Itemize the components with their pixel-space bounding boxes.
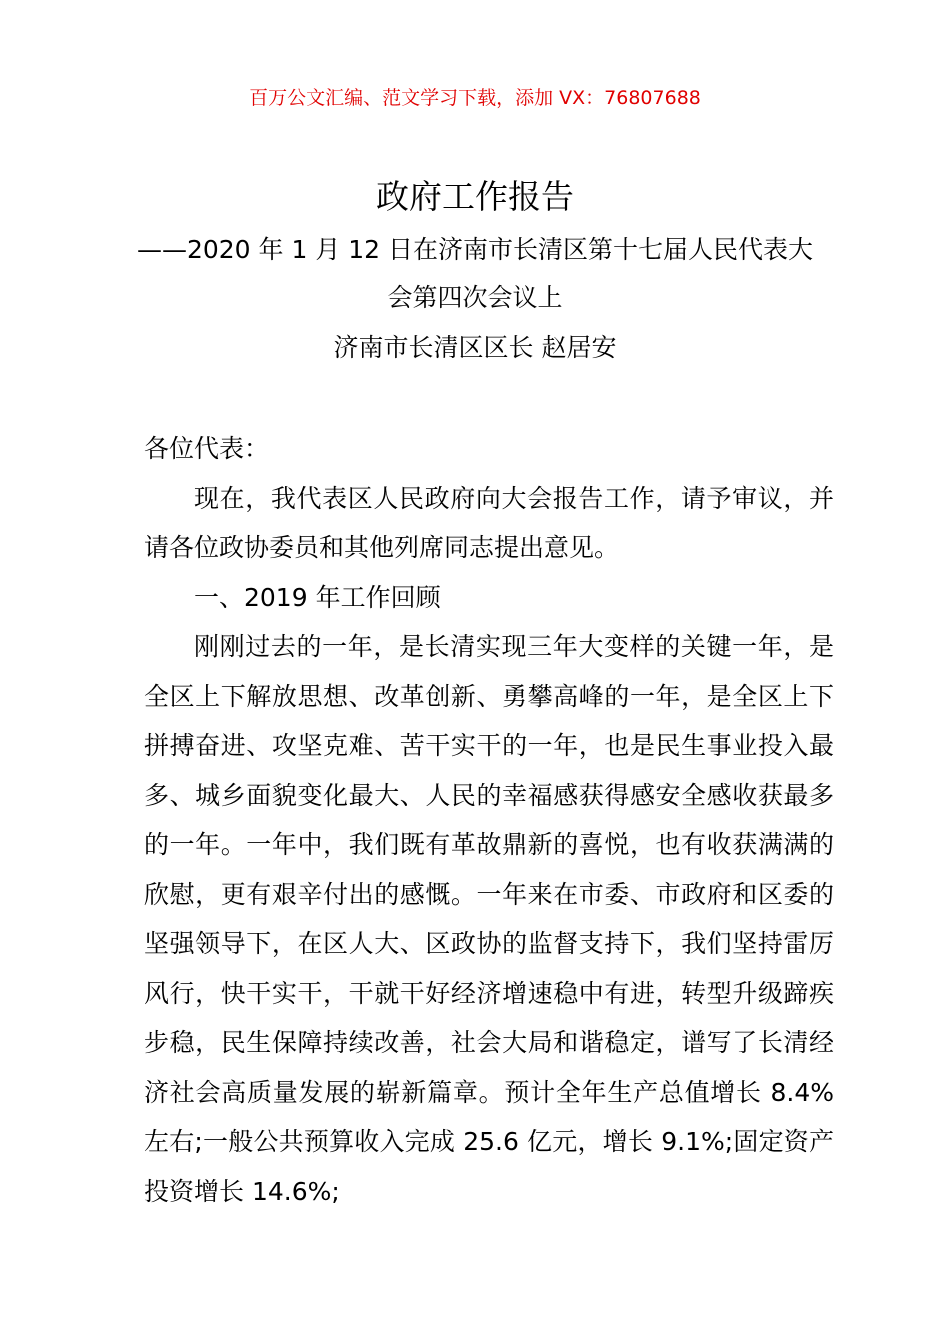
salutation: 各位代表： bbox=[144, 434, 270, 463]
paragraph-intro: 现在，我代表区人民政府向大会报告工作，请予审议，并请各位政协委员和其他列席同志提出意见。 bbox=[144, 483, 834, 562]
document-body bbox=[144, 424, 834, 1216]
page-title: 政府工作报告 bbox=[376, 177, 574, 216]
watermark-banner: 百万公文汇编、范文学习下载，添加 VX：76807688 bbox=[249, 87, 701, 109]
section-heading: 一、2019 年工作回顾 bbox=[194, 582, 441, 612]
subtitle-line-1: ——2020 年 1 月 12 日在济南市长清区第十七届人民代表大 bbox=[136, 235, 814, 264]
paragraph-review: 刚刚过去的一年，是长清实现三年大变样的关键一年，是全区上下解放思想、改革创新、勇攀高峰的一年，是全区上下拼搏奋进、攻坚克难、苦干实干的一年，也是民生事业投入最多、城乡面貌变化最大、人民的幸福感获得感安全感收获最多的一年。一年中，我们既有革故鼎新的喜悦，也有收获满满的欣慰，更有艰辛付出的感慨。一年来在市委、市政府和区委的坚强领导下，在区人大、区政协的监督支持下，我们坚持雷厉风行，快干实干，干就干好经济增速稳中有进，转型升级蹄疾步稳，民生保障持续改善，社会大局和谐稳定，谱写了长清经济社会高质量发展的崭新篇章。预计全年生产总值增长 8.4%左右;一般公共预算收入完成 25.6 亿元，增长 9.1%;固定资产投资增长 14.6%; bbox=[144, 632, 834, 1206]
subtitle bbox=[0, 226, 950, 322]
subtitle-line-2: 会第四次会议上 bbox=[387, 283, 563, 312]
author-line: 济南市长清区区长 赵居安 bbox=[333, 333, 617, 362]
